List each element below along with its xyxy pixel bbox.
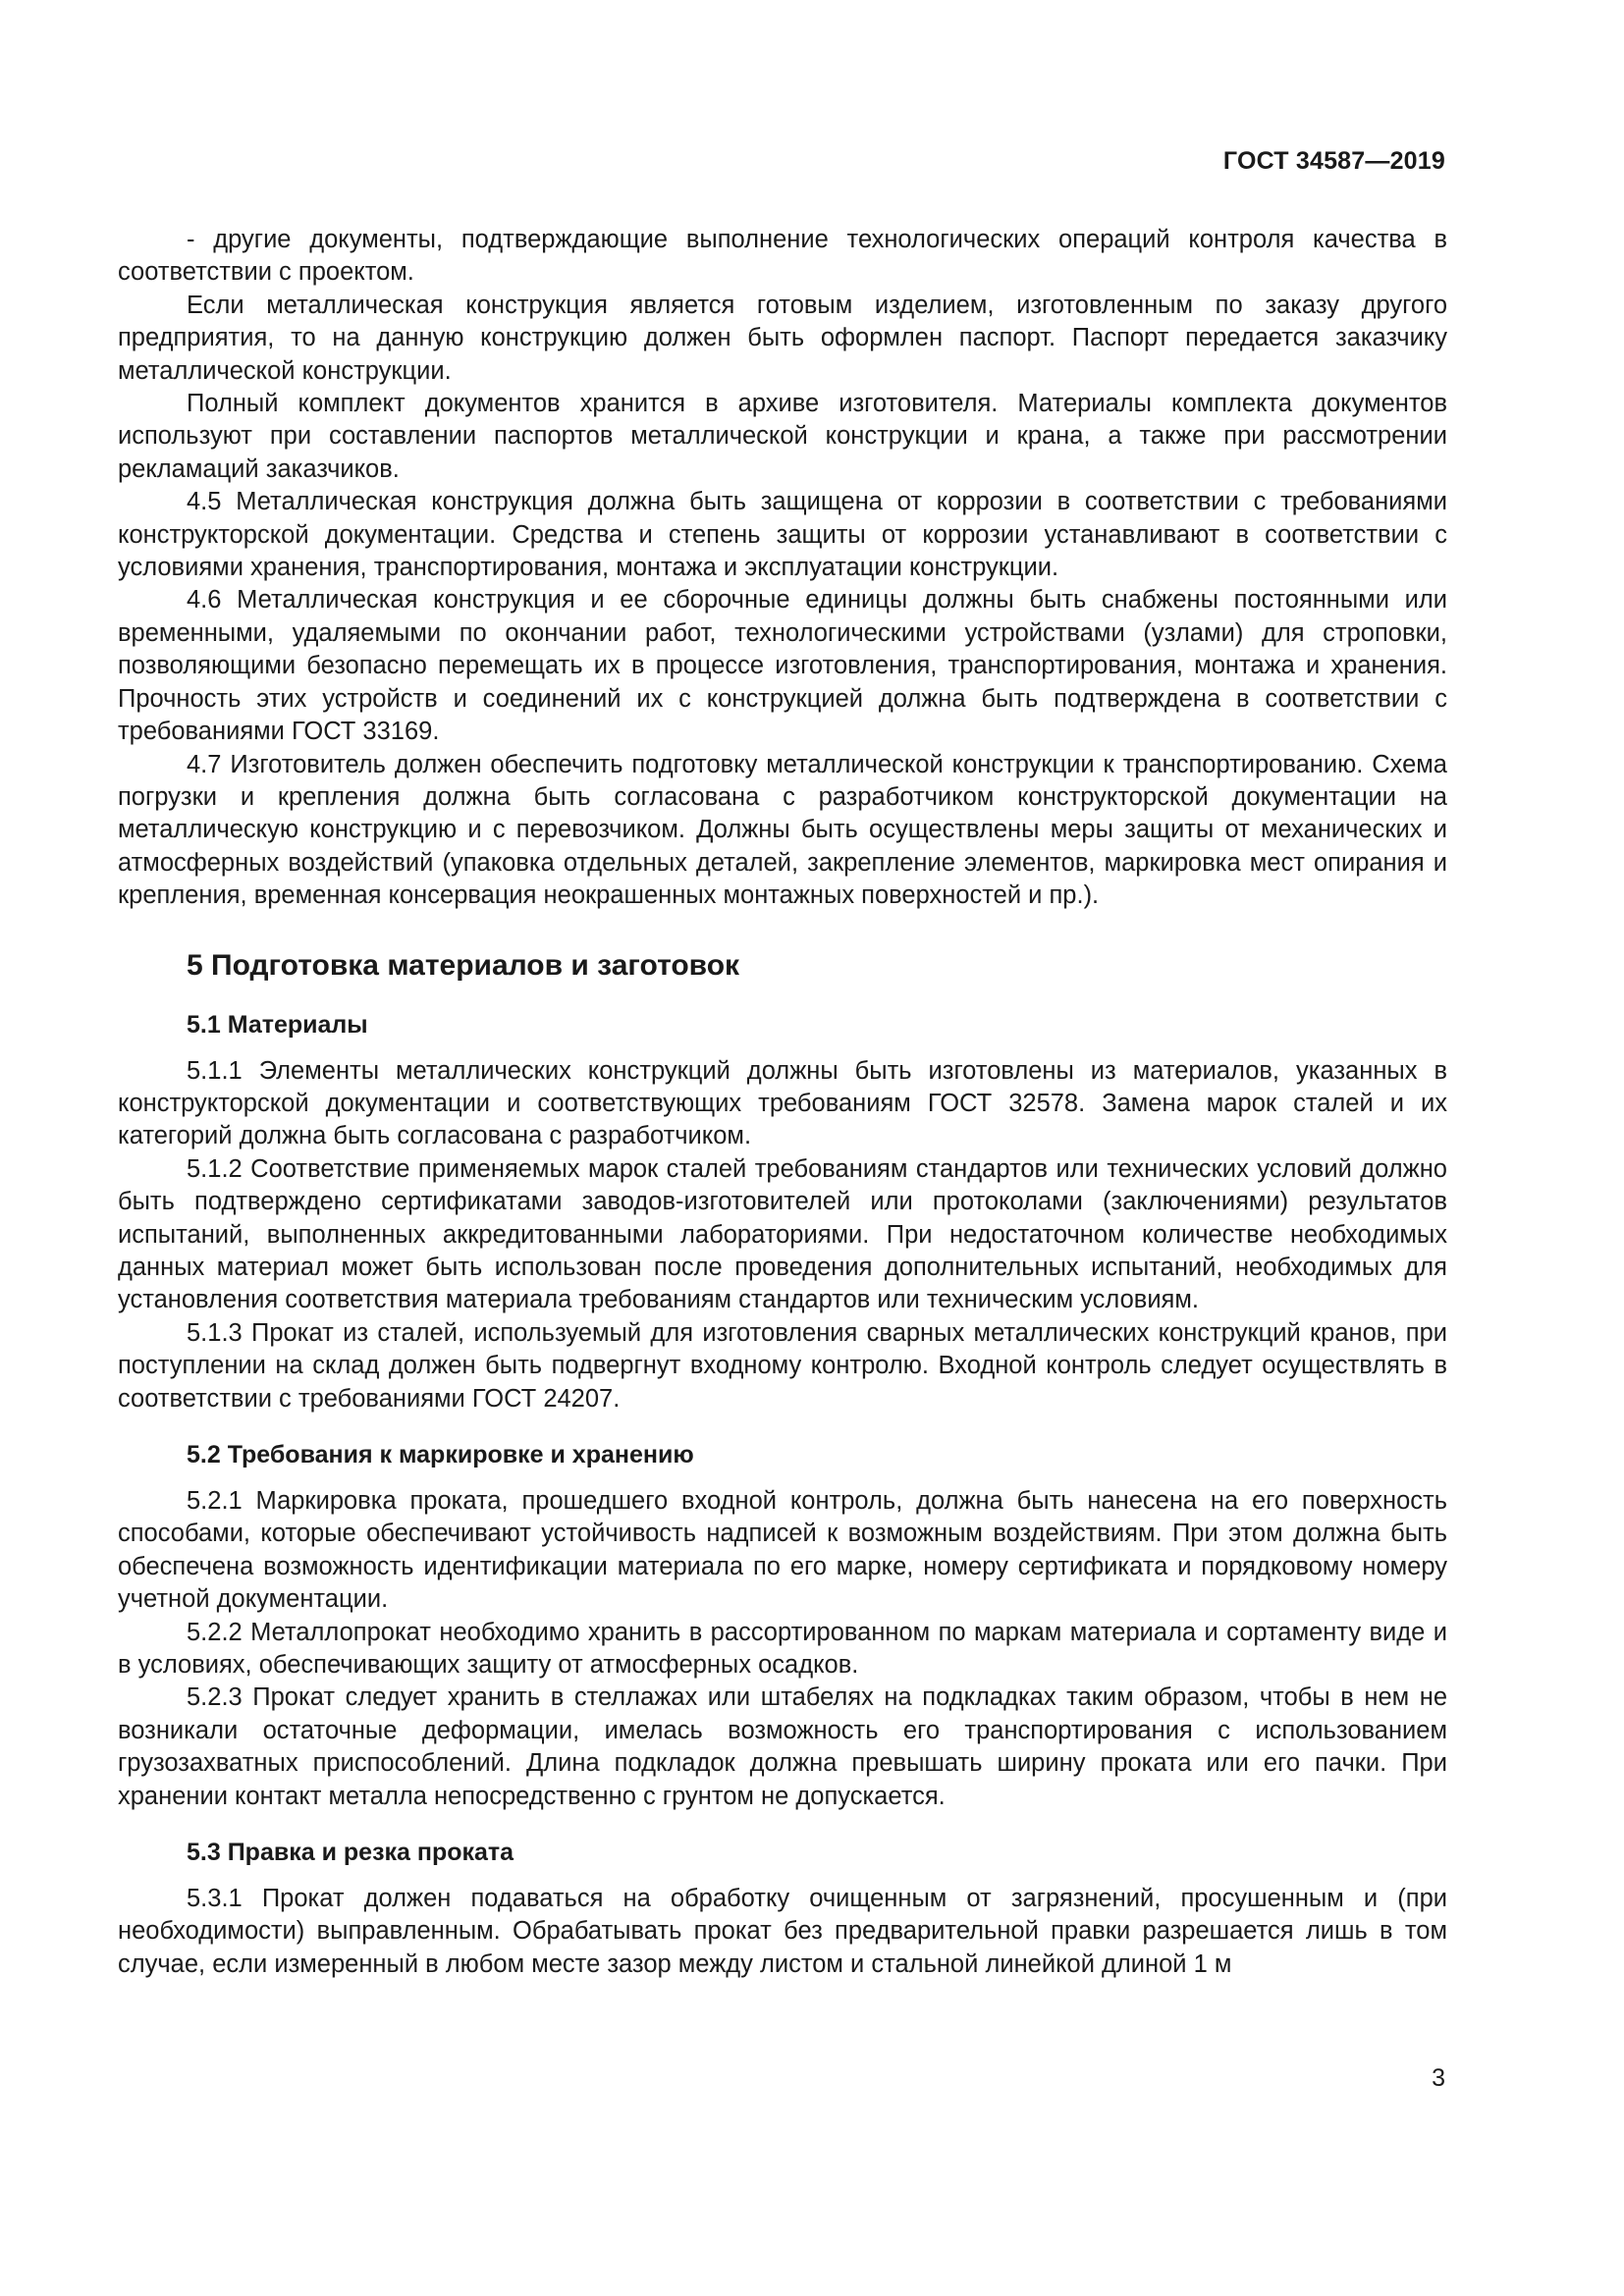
paragraph-4-7: 4.7 Изготовитель должен обеспечить подготовку металлической конструкции к транспортированию. Схема погрузки и крепления должна быть согласована с разработчиком конструкторской документации на металлическую конструкцию и с перевозчиком. Должны быть осуществлены меры защиты от механических и атмосферных воздействий (упаковка отдельных деталей, закрепление элементов, маркировка мест опирания и крепления, временная консервация неокрашенных монтажных поверхностей и пр.). — [118, 750, 1447, 910]
paragraph-5-3-1: 5.3.1 Прокат должен подаваться на обработку очищенным от загрязнений, просушенным и (при необходимости) выправленным. Обрабатывать прокат без предварительной правки разрешается лишь в том случае, если измеренный в любом месте зазор между листом и стальной линейкой длиной 1 м — [118, 1885, 1447, 1978]
subsection-5-2-heading: 5.2 Требования к маркировке и хранению — [187, 1441, 694, 1468]
paragraph-5-2-1: 5.2.1 Маркировка проката, прошедшего входной контроль, должна быть нанесена на его поверхность способами, которые обеспечивают устойчивость надписей к возможным воздействиям. При этом должна быть обеспечена возможность идентификации материала по его марке, номеру сертификата и порядковому номеру учетной документации. — [118, 1487, 1447, 1614]
paragraph-5-2-2: 5.2.2 Металлопрокат необходимо хранить в рассортированном по маркам материала и сортаменту виде и в условиях, обеспечивающих защиту от атмосферных осадков. — [118, 1618, 1447, 1680]
paragraph: Полный комплект документов хранится в архиве изготовителя. Материалы комплекта документов используют при составлении паспортов металлической конструкции и крана, а также при рассмотрении рекламаций заказчиков. — [118, 390, 1447, 483]
section-5-heading: 5 Подготовка материалов и заготовок — [187, 948, 740, 982]
paragraph-4-6: 4.6 Металлическая конструкция и ее сборочные единицы должны быть снабжены постоянными или временными, удаляемыми по окончании работ, технологическими устройствами (узлами) для строповки, позволяющими безопасно перемещать их в процессе изготовления, транспортирования, монтажа и хранения. Прочность этих устройств и соединений их с конструкцией должна быть подтверждена в соответствии с требованиями ГОСТ 33169. — [118, 586, 1447, 746]
paragraph-4-5: 4.5 Металлическая конструкция должна быть защищена от коррозии в соответствии с требованиями конструкторской документации. Средства и степень защиты от коррозии устанавливают в соответствии с условиями хранения, транспортирования, монтажа и эксплуатации конструкции. — [118, 488, 1447, 582]
subsection-5-3-heading: 5.3 Правка и резка проката — [187, 1839, 514, 1867]
document-header-standard-id: ГОСТ 34587—2019 — [1222, 147, 1445, 175]
subsection-5-1-heading: 5.1 Материалы — [187, 1010, 368, 1039]
document-body — [118, 224, 1447, 1981]
paragraph: Если металлическая конструкция является готовым изделием, изготовленным по заказу другого предприятия, то на данную конструкцию должен быть оформлен паспорт. Паспорт передается заказчику металлической конструкции. — [118, 291, 1447, 385]
paragraph-5-2-3: 5.2.3 Прокат следует хранить в стеллажах или штабелях на подкладках таким образом, чтобы в нем не возникали остаточные деформации, имелась возможность его транспортирования с использованием грузозахватных приспособлений. Длина подкладок должна превышать ширину проката или его пачки. При хранении контакт металла непосредственно с грунтом не допускается. — [118, 1683, 1447, 1810]
paragraph-5-1-2: 5.1.2 Соответствие применяемых марок сталей требованиям стандартов или технических условий должно быть подтверждено сертификатами заводов-изготовителей или протоколами (заключениями) результатов испытаний, выполненных аккредитованными лабораториями. При недостаточном количестве необходимых данных материал может быть использован после проведения дополнительных испытаний, необходимых для установления соответствия материала требованиям стандартов или техническим условиям. — [118, 1154, 1447, 1314]
paragraph: - другие документы, подтверждающие выполнение технологических операций контроля качества в соответствии с проектом. — [118, 226, 1447, 287]
paragraph-5-1-1: 5.1.1 Элементы металлических конструкций должны быть изготовлены из материалов, указанных в конструкторской документации и соответствующих требованиям ГОСТ 32578. Замена марок сталей и их категорий должна быть согласована с разработчиком. — [118, 1056, 1447, 1150]
paragraph-5-1-3: 5.1.3 Прокат из сталей, используемый для изготовления сварных металлических конструкций кранов, при поступлении на склад должен быть подвергнут входному контролю. Входной контроль следует осуществлять в соответствии с требованиями ГОСТ 24207. — [118, 1318, 1447, 1413]
page-number: 3 — [1432, 2064, 1445, 2092]
